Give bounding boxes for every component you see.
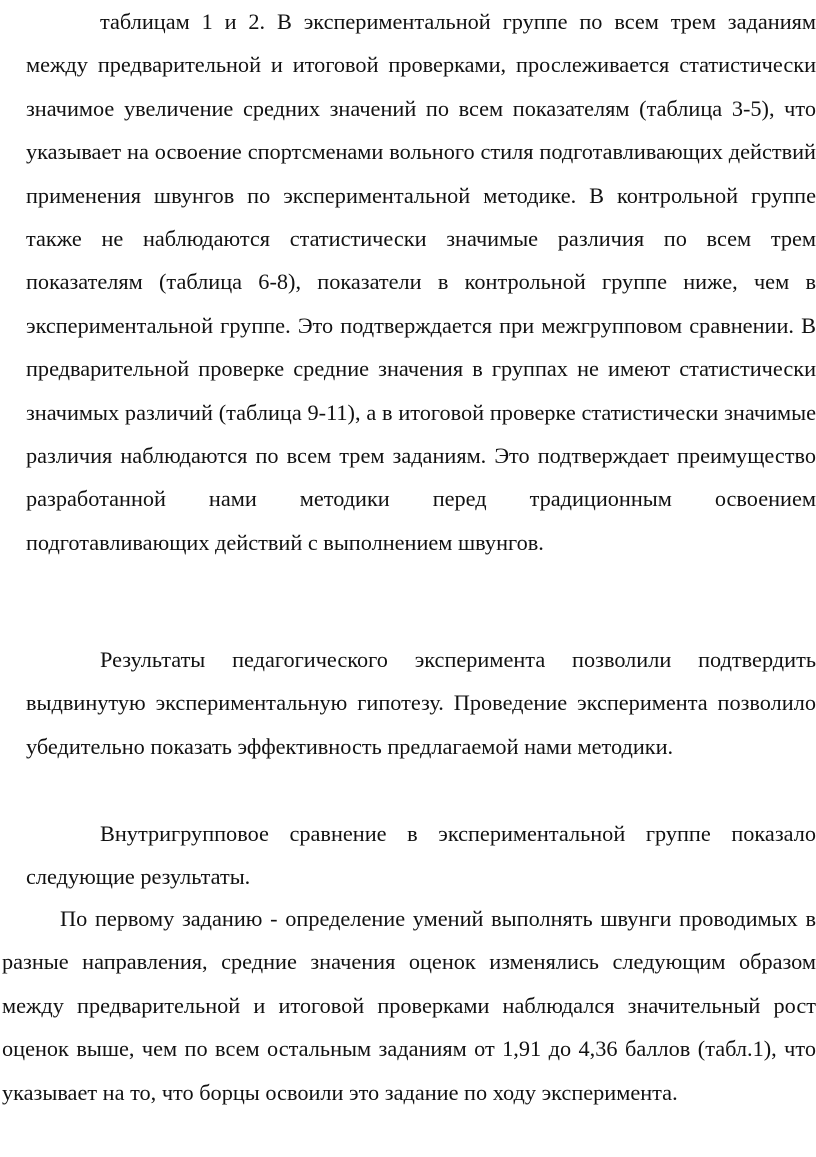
paragraph-1: таблицам 1 и 2. В экспериментальной группе по всем трем заданиям между предварительной и итоговой проверками, прослеживается статистически значимое увеличение средних значений по всем показателям (таблица 3-5), что указывает на освоение спортсменами вольного стиля подготавливающих действий применения швунгов по экспериментальной методике. В контрольной группе также не наблюдаются статистически значимые различия по всем трем показателям (таблица 6-8), показатели в контрольной группе ниже, чем в экспериментальной группе. Это подтверждается при межгрупповом сравнении. В предварительной проверке средние значения в группах не имеют статистически значимых различий (таблица 9-11), а в итоговой проверке статистически значимые различия наблюдаются по всем трем заданиям. Это подтверждает преимущество разработанной нами методики перед традиционным освоением подготавливающих действий с выполнением швунгов. — [26, 9, 816, 555]
paragraph-2: Результаты педагогического эксперимента позволили подтвердить выдвинутую экспериментальную гипотезу. Проведение эксперимента позволило убедительно показать эффективность предлагаемой нами методики. — [26, 647, 816, 759]
paragraph-3: Внутригрупповое сравнение в экспериментальной группе показало следующие результаты. — [26, 821, 816, 890]
paragraph-4: По первому заданию - определение умений выполнять швунги проводимых в разные направления, средние значения оценок изменялись следующим образом между предварительной и итоговой проверками наблюдался значительный рост оценок выше, чем по всем остальным заданиям от 1,91 до 4,36 баллов (табл.1), что указывает на то, что борцы освоили это задание по ходу эксперимента. — [2, 906, 816, 1105]
